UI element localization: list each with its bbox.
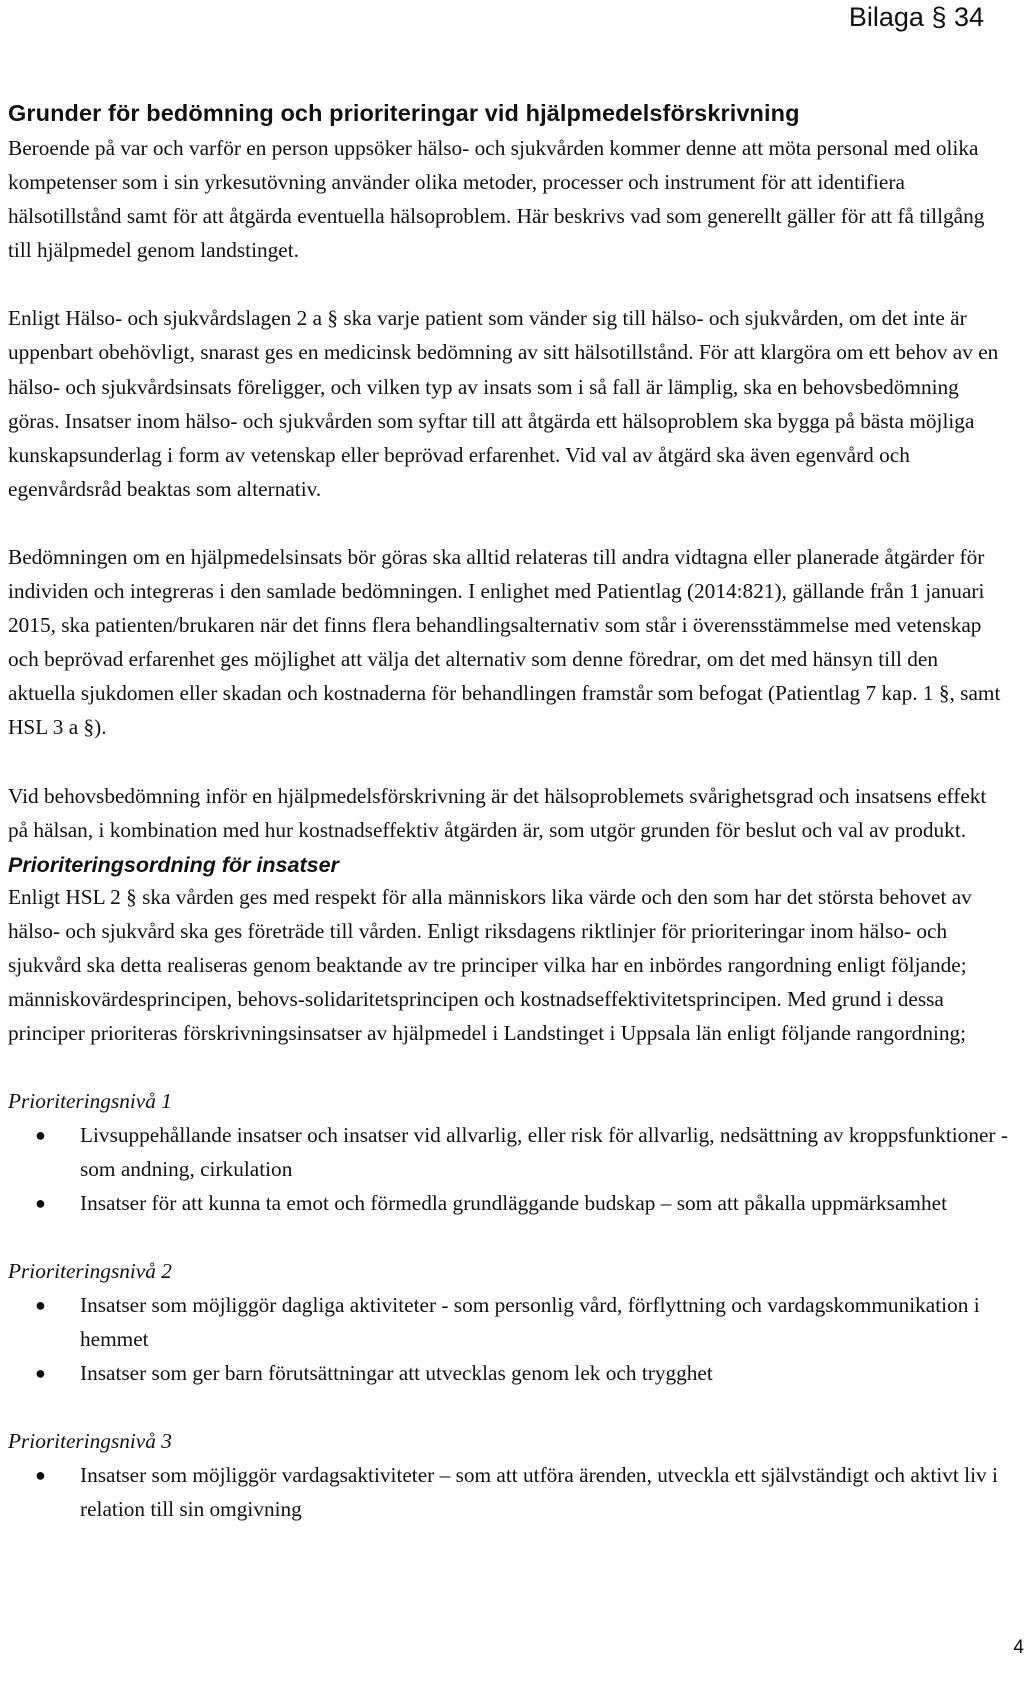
priority-level-title: Prioriteringsnivå 3 (8, 1429, 172, 1454)
list-item (8, 1458, 1008, 1526)
bullet-icon: ● (35, 1125, 46, 1146)
list-item-text: Insatser som möjliggör vardagsaktiviteter – som att utföra ärenden, utveckla ett självständigt och aktivt liv i relation till sin omgivning (80, 1463, 998, 1522)
section-intro: Enligt HSL 2 § ska vården ges med respekt för alla människors lika värde och den som har det största behovet av hälso- och sjukvård ska ges företräde till vården. Enligt riksdagens riktlinjer för prioriteringar inom hälso- och sjukvård ska detta realiseras genom beaktande av tre principer vilka har en inbördes rangordning enligt följande; människovärdesprincipen, behovs-solidaritetsprincipen och kostnadseffektivitetsprincipen. Med grund i dessa principer prioriteras förskrivningsinsatser av hjälpmedel i Landstinget i Uppsala län enligt följande rangordning; (8, 884, 972, 1046)
bullet-icon: ● (35, 1363, 46, 1384)
paragraph: Vid behovsbedömning inför en hjälpmedelsförskrivning är det hälsoproblemets svårighetsgrad och insatsens effekt på hälsan, i kombination med hur kostnadseffektiv åtgärden är, som utgör grunden för beslut och val av produkt. (8, 783, 987, 842)
bullet-icon: ● (35, 1193, 46, 1214)
priority-list (8, 1458, 1008, 1526)
page-number: 4 (1013, 1637, 1024, 1658)
list-item-text: Insatser för att kunna ta emot och förmedla grundläggande budskap – som att påkalla uppmärksamhet (80, 1191, 947, 1216)
list-item (8, 1186, 1008, 1220)
list-item-text: Insatser som möjliggör dagliga aktiviteter - som personlig vård, förflyttning och vardagskommunikation i hemmet (80, 1293, 980, 1352)
paragraph: Beroende på var och varför en person uppsöker hälso- och sjukvården kommer denne att möta personal med olika kompetenser som i sin yrkesutövning använder olika metoder, processer och instrument för att identifiera hälsotillstånd samt för att åtgärda eventuella hälsoproblem. Här beskrivs vad som generellt gäller för att få tillgång till hjälpmedel genom landstinget. (8, 136, 985, 263)
paragraph: Enligt Hälso- och sjukvårdslagen 2 a § ska varje patient som vänder sig till hälso- och sjukvården, om det inte är uppenbart obehövligt, snarast ges en medicinsk bedömning av sitt hälsotillstånd. För att klargöra om ett behov av en hälso- och sjukvårdsinsats föreligger, och vilken typ av insats som i så fall är lämplig, ska en behovsbedömning göras. Insatser inom hälso- och sjukvården som syftar till att åtgärda ett hälsoproblem ska bygga på bästa möjliga kunskapsunderlag i form av vetenskap eller beprövad erfarenhet. Vid val av åtgärd ska även egenvård och egenvårdsråd beaktas som alternativ. (8, 306, 999, 501)
section-heading: Prioriteringsordning för insatser (8, 852, 339, 877)
paragraph: Bedömningen om en hjälpmedelsinsats bör göras ska alltid relateras till andra vidtagna eller planerade åtgärder för individen och integreras i den samlade bedömningen. I enlighet med Patientlag (2014:821), gällande från 1 januari 2015, ska patienten/brukaren när det finns flera behandlingsalternativ som står i överensstämmelse med vetenskap och beprövad erfarenhet ges möjlighet att välja det alternativ som denne föredrar, om det med hänsyn till den aktuella sjukdomen eller skadan och kostnaderna för behandlingen framstår som befogat (Patientlag 7 kap. 1 §, samt HSL 3 a §). (8, 544, 1001, 740)
priority-level-title: Prioriteringsnivå 2 (8, 1259, 172, 1284)
list-item-text: Livsuppehållande insatser och insatser vid allvarlig, eller risk för allvarlig, nedsättning av kroppsfunktioner - som andning, cirkulation (80, 1123, 1008, 1182)
list-item (8, 1288, 1008, 1356)
list-item-text: Insatser som ger barn förutsättningar att utvecklas genom lek och trygghet (80, 1361, 713, 1386)
priority-list (8, 1288, 1008, 1390)
list-item (8, 1356, 1008, 1390)
list-item (8, 1118, 1008, 1186)
bullet-icon: ● (35, 1295, 46, 1316)
priority-list (8, 1118, 1008, 1220)
document-body (8, 100, 1008, 1560)
attachment-label: Bilaga § 34 (848, 2, 984, 32)
priority-level-title: Prioriteringsnivå 1 (8, 1089, 172, 1114)
document-title: Grunder för bedömning och prioriteringar vid hjälpmedelsförskrivning (8, 100, 800, 126)
bullet-icon: ● (35, 1465, 46, 1486)
